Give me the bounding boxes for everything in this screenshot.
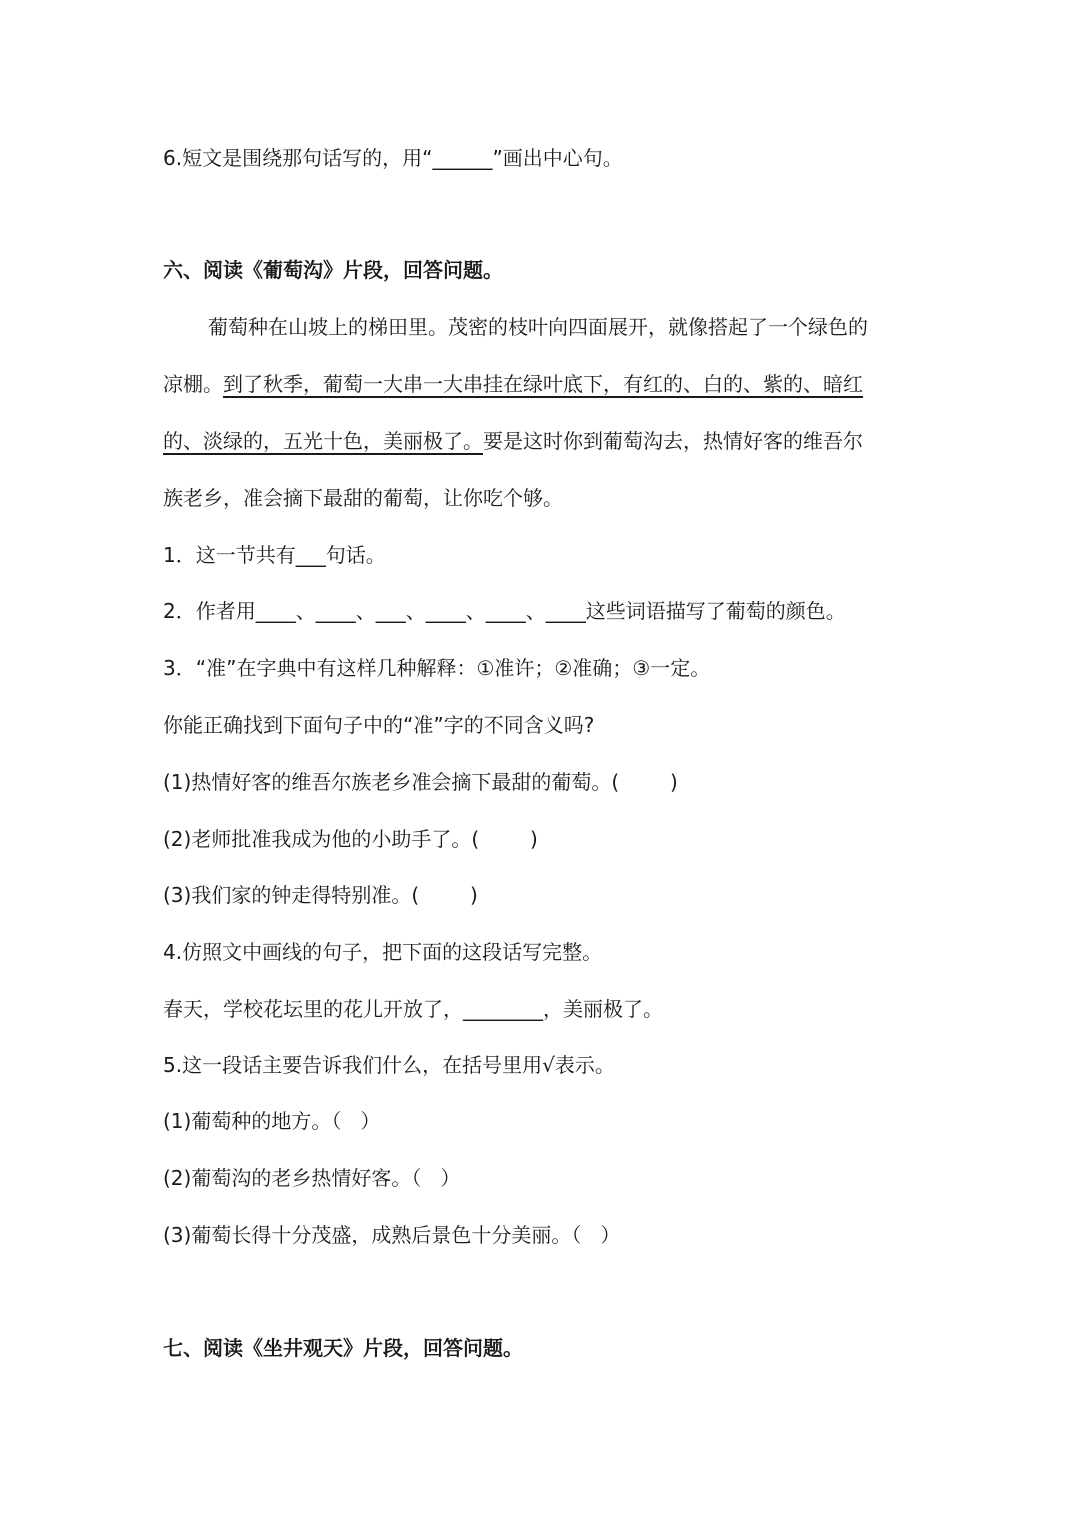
section-7-heading: 七、阅读《坐井观天》片段，回答问题。 bbox=[163, 1336, 523, 1360]
section-6-heading: 六、阅读《葡萄沟》片段，回答问题。 bbox=[163, 258, 503, 282]
question-6-prev: 6.短文是围绕那句话写的，用“______”画出中心句。 bbox=[163, 146, 623, 170]
question-4: 4.仿照文中画线的句子，把下面的这段话写完整。 bbox=[163, 940, 603, 964]
question-2: 2．作者用____、____、___、____、____、____这些词语描写了葡萄的颜色。 bbox=[163, 599, 846, 623]
underlined-sentence-part-1: 到了秋季，葡萄一大串一大串挂在绿叶底下，有红的、白的、紫的、暗红 bbox=[223, 372, 863, 396]
passage-line-1: 葡萄种在山坡上的梯田里。茂密的枝叶向四面展开，就像搭起了一个绿色的 bbox=[208, 315, 868, 339]
passage-line-2 bbox=[163, 370, 863, 398]
passage-line-4: 族老乡，准会摘下最甜的葡萄，让你吃个够。 bbox=[163, 486, 563, 510]
question-4-fill-line: 春天，学校花坛里的花儿开放了，________，美丽极了。 bbox=[163, 997, 663, 1021]
question-3-item-2: (2)老师批准我成为他的小助手了。( ) bbox=[163, 827, 538, 851]
question-5-item-2: (2)葡萄沟的老乡热情好客。（ ） bbox=[163, 1166, 461, 1190]
question-3-prompt: 你能正确找到下面句子中的“准”字的不同含义吗? bbox=[163, 713, 595, 737]
question-3-item-1: (1)热情好客的维吾尔族老乡准会摘下最甜的葡萄。( ) bbox=[163, 770, 678, 794]
question-3-item-3: (3)我们家的钟走得特别准。( ) bbox=[163, 883, 478, 907]
underlined-sentence-part-2: 的、淡绿的，五光十色，美丽极了。 bbox=[163, 429, 483, 453]
question-5-item-3: (3)葡萄长得十分茂盛，成熟后景色十分美丽。（ ） bbox=[163, 1223, 621, 1247]
passage-line-2-plain: 凉棚。 bbox=[163, 372, 223, 396]
passage-line-3-plain: 要是这时你到葡萄沟去，热情好客的维吾尔 bbox=[483, 429, 863, 453]
passage-line-3 bbox=[163, 427, 863, 455]
question-1: 1．这一节共有___句话。 bbox=[163, 543, 386, 567]
question-3: 3．“准”在字典中有这样几种解释：①准许；②准确；③一定。 bbox=[163, 656, 711, 680]
question-5-item-1: (1)葡萄种的地方。（ ） bbox=[163, 1109, 381, 1133]
question-5: 5.这一段话主要告诉我们什么，在括号里用√表示。 bbox=[163, 1053, 615, 1077]
